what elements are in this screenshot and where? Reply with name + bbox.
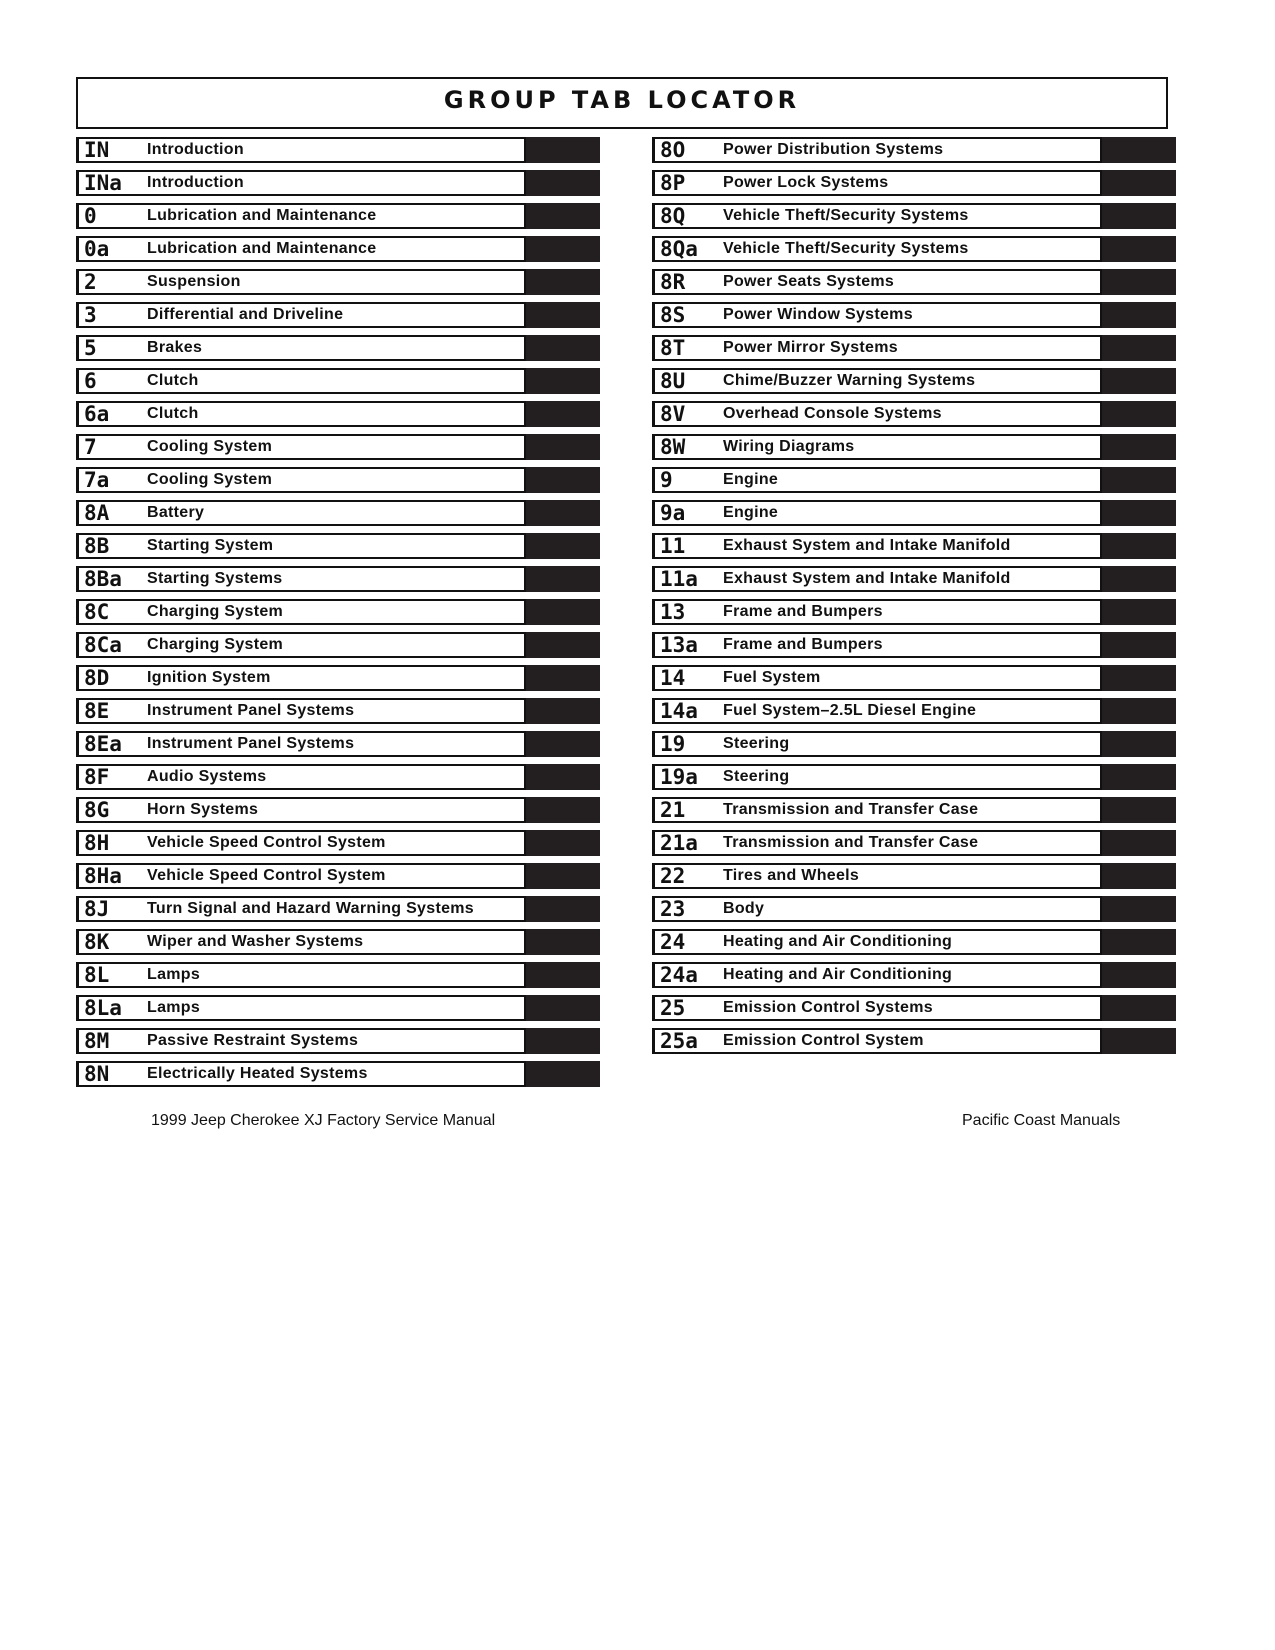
tab-marker[interactable]: [1102, 302, 1176, 328]
tab-row[interactable]: [652, 731, 1176, 757]
tab-label: Wiring Diagrams: [723, 438, 855, 455]
tab-code: 0: [84, 204, 97, 228]
tab-row[interactable]: [652, 698, 1176, 724]
tab-marker[interactable]: [526, 698, 600, 724]
tab-body[interactable]: [652, 368, 1102, 394]
tab-marker[interactable]: [526, 500, 600, 526]
tab-body[interactable]: [652, 995, 1102, 1021]
tab-marker[interactable]: [1102, 962, 1176, 988]
tab-body[interactable]: [76, 731, 526, 757]
tab-body[interactable]: [652, 731, 1102, 757]
tab-label: Brakes: [147, 339, 203, 356]
tab-label: Starting Systems: [147, 570, 283, 587]
tab-code: 8P: [660, 171, 686, 195]
tab-label: Frame and Bumpers: [723, 603, 883, 620]
tab-row[interactable]: [76, 335, 600, 361]
tab-body[interactable]: [652, 632, 1102, 658]
tab-body[interactable]: [652, 962, 1102, 988]
tab-label: Steering: [723, 768, 790, 785]
tab-label: Instrument Panel Systems: [147, 702, 355, 719]
tab-marker[interactable]: [526, 929, 600, 955]
tab-body[interactable]: [652, 797, 1102, 823]
tab-code: 8B: [84, 534, 110, 558]
tab-marker[interactable]: [1102, 1028, 1176, 1054]
tab-marker[interactable]: [526, 632, 600, 658]
tab-row[interactable]: [652, 566, 1176, 592]
tab-marker[interactable]: [1102, 269, 1176, 295]
tab-marker[interactable]: [526, 401, 600, 427]
tab-label: Engine: [723, 471, 779, 488]
tab-marker[interactable]: [526, 236, 600, 262]
tab-code: 8Ea: [84, 732, 122, 756]
tab-code: INa: [84, 171, 122, 195]
tab-marker[interactable]: [526, 962, 600, 988]
tab-body[interactable]: [76, 170, 526, 196]
tab-marker[interactable]: [1102, 863, 1176, 889]
right-tab-column: [652, 137, 1176, 1061]
tab-row[interactable]: [76, 698, 600, 724]
tab-body[interactable]: [76, 1028, 526, 1054]
tab-marker[interactable]: [1102, 599, 1176, 625]
tab-code: 7: [84, 435, 97, 459]
tab-body[interactable]: [652, 665, 1102, 691]
tab-label: Vehicle Speed Control System: [147, 867, 386, 884]
tab-code: 25: [660, 996, 686, 1020]
tab-code: IN: [84, 138, 110, 162]
tab-label: Fuel System–2.5L Diesel Engine: [723, 702, 977, 719]
tab-label: Transmission and Transfer Case: [723, 834, 979, 851]
tab-body[interactable]: [76, 467, 526, 493]
tab-code: 8C: [84, 600, 110, 624]
tab-body[interactable]: [76, 566, 526, 592]
tab-row[interactable]: [652, 269, 1176, 295]
tab-body[interactable]: [76, 962, 526, 988]
tab-code: 13a: [660, 633, 698, 657]
tab-body[interactable]: [76, 1061, 526, 1087]
tab-label: Power Lock Systems: [723, 174, 889, 191]
tab-label: Cooling System: [147, 471, 273, 488]
tab-label: Fuel System: [723, 669, 821, 686]
tab-code: 8La: [84, 996, 122, 1020]
tab-code: 8Ca: [84, 633, 122, 657]
tab-body[interactable]: [652, 1028, 1102, 1054]
tab-body[interactable]: [76, 764, 526, 790]
tab-marker[interactable]: [526, 665, 600, 691]
tab-row[interactable]: [652, 962, 1176, 988]
tab-marker[interactable]: [526, 731, 600, 757]
tab-code: 22: [660, 864, 686, 888]
tab-marker[interactable]: [1102, 929, 1176, 955]
tab-marker[interactable]: [1102, 995, 1176, 1021]
tab-body[interactable]: [76, 665, 526, 691]
tab-body[interactable]: [652, 137, 1102, 163]
tab-code: 8W: [660, 435, 686, 459]
tab-body[interactable]: [76, 599, 526, 625]
tab-row[interactable]: [76, 797, 600, 823]
tab-row[interactable]: [76, 302, 600, 328]
tab-code: 24a: [660, 963, 698, 987]
tab-marker[interactable]: [1102, 170, 1176, 196]
tab-code: 8A: [84, 501, 110, 525]
tab-row[interactable]: [76, 434, 600, 460]
tab-marker[interactable]: [526, 269, 600, 295]
tab-marker[interactable]: [1102, 467, 1176, 493]
tab-row[interactable]: [76, 566, 600, 592]
tab-row[interactable]: [76, 632, 600, 658]
tab-row[interactable]: [76, 863, 600, 889]
tab-body[interactable]: [76, 203, 526, 229]
tab-label: Wiper and Washer Systems: [147, 933, 364, 950]
tab-label: Transmission and Transfer Case: [723, 801, 979, 818]
tab-body[interactable]: [76, 929, 526, 955]
tab-marker[interactable]: [526, 863, 600, 889]
tab-body[interactable]: [76, 896, 526, 922]
tab-row[interactable]: [76, 830, 600, 856]
tab-code: 8Qa: [660, 237, 698, 261]
tab-label: Vehicle Theft/Security Systems: [723, 240, 969, 257]
tab-code: 8O: [660, 138, 686, 162]
tab-label: Clutch: [147, 372, 199, 389]
tab-label: Tires and Wheels: [723, 867, 860, 884]
tab-marker[interactable]: [526, 1061, 600, 1087]
tab-row[interactable]: [76, 995, 600, 1021]
tab-body[interactable]: [652, 467, 1102, 493]
tab-label: Steering: [723, 735, 790, 752]
tab-body[interactable]: [652, 830, 1102, 856]
tab-row[interactable]: [652, 335, 1176, 361]
tab-row[interactable]: [652, 467, 1176, 493]
tab-row[interactable]: [76, 1061, 600, 1087]
tab-body[interactable]: [76, 302, 526, 328]
tab-marker[interactable]: [1102, 137, 1176, 163]
tab-label: Introduction: [147, 174, 244, 191]
tab-row[interactable]: [76, 170, 600, 196]
tab-row[interactable]: [76, 896, 600, 922]
tab-row[interactable]: [652, 929, 1176, 955]
tab-body[interactable]: [652, 500, 1102, 526]
tab-label: Passive Restraint Systems: [147, 1032, 359, 1049]
tab-marker[interactable]: [526, 335, 600, 361]
tab-body[interactable]: [76, 995, 526, 1021]
tab-row[interactable]: [652, 170, 1176, 196]
tab-label: Heating and Air Conditioning: [723, 966, 953, 983]
tab-code: 11: [660, 534, 686, 558]
tab-marker[interactable]: [1102, 500, 1176, 526]
tab-code: 8R: [660, 270, 686, 294]
tab-code: 8E: [84, 699, 110, 723]
tab-body[interactable]: [652, 764, 1102, 790]
tab-code: 23: [660, 897, 686, 921]
tab-row[interactable]: [76, 1028, 600, 1054]
tab-body[interactable]: [652, 566, 1102, 592]
tab-code: 6: [84, 369, 97, 393]
tab-body[interactable]: [652, 335, 1102, 361]
tab-code: 11a: [660, 567, 698, 591]
tab-marker[interactable]: [526, 896, 600, 922]
tab-body[interactable]: [76, 434, 526, 460]
tab-row[interactable]: [76, 401, 600, 427]
tab-row[interactable]: [652, 830, 1176, 856]
tab-body[interactable]: [76, 335, 526, 361]
tab-code: 8Ba: [84, 567, 122, 591]
tab-code: 0a: [84, 237, 110, 261]
tab-code: 9a: [660, 501, 686, 525]
tab-label: Exhaust System and Intake Manifold: [723, 570, 1011, 587]
tab-marker[interactable]: [1102, 896, 1176, 922]
tab-code: 8J: [84, 897, 110, 921]
tab-code: 7a: [84, 468, 110, 492]
tab-body[interactable]: [76, 533, 526, 559]
tab-row[interactable]: [652, 764, 1176, 790]
tab-row[interactable]: [76, 533, 600, 559]
tab-body[interactable]: [652, 269, 1102, 295]
tab-row[interactable]: [76, 731, 600, 757]
tab-label: Lamps: [147, 999, 201, 1016]
tab-label: Audio Systems: [147, 768, 267, 785]
tab-row[interactable]: [76, 500, 600, 526]
tab-label: Overhead Console Systems: [723, 405, 942, 422]
tab-code: 25a: [660, 1029, 698, 1053]
tab-label: Introduction: [147, 141, 244, 158]
tab-label: Emission Control Systems: [723, 999, 933, 1016]
tab-code: 6a: [84, 402, 110, 426]
tab-label: Exhaust System and Intake Manifold: [723, 537, 1011, 554]
tab-code: 5: [84, 336, 97, 360]
tab-label: Chime/Buzzer Warning Systems: [723, 372, 976, 389]
tab-code: 8Ha: [84, 864, 122, 888]
tab-code: 3: [84, 303, 97, 327]
tab-marker[interactable]: [1102, 335, 1176, 361]
tab-code: 21: [660, 798, 686, 822]
tab-label: Charging System: [147, 603, 284, 620]
tab-code: 8L: [84, 963, 110, 987]
tab-code: 9: [660, 468, 673, 492]
tab-marker[interactable]: [1102, 731, 1176, 757]
tab-row[interactable]: [76, 236, 600, 262]
tab-body[interactable]: [76, 137, 526, 163]
tab-code: 8N: [84, 1062, 110, 1086]
tab-label: Ignition System: [147, 669, 271, 686]
page-title: GROUP TAB LOCATOR: [443, 86, 801, 114]
tab-label: Heating and Air Conditioning: [723, 933, 953, 950]
tab-body[interactable]: [652, 599, 1102, 625]
tab-marker[interactable]: [526, 797, 600, 823]
tab-label: Cooling System: [147, 438, 273, 455]
tab-marker[interactable]: [526, 467, 600, 493]
tab-marker[interactable]: [526, 368, 600, 394]
tab-code: 14: [660, 666, 686, 690]
tab-row[interactable]: [652, 533, 1176, 559]
tab-body[interactable]: [652, 236, 1102, 262]
tab-code: 19a: [660, 765, 698, 789]
tab-body[interactable]: [652, 434, 1102, 460]
tab-label: Lamps: [147, 966, 201, 983]
tab-row[interactable]: [76, 467, 600, 493]
tab-marker[interactable]: [526, 830, 600, 856]
tab-marker[interactable]: [526, 170, 600, 196]
tab-label: Charging System: [147, 636, 284, 653]
tab-label: Differential and Driveline: [147, 306, 344, 323]
tab-code: 14a: [660, 699, 698, 723]
tab-code: 8H: [84, 831, 110, 855]
tab-body[interactable]: [652, 863, 1102, 889]
tab-label: Body: [723, 900, 765, 917]
tab-row[interactable]: [652, 665, 1176, 691]
tab-marker[interactable]: [526, 434, 600, 460]
tab-row[interactable]: [76, 929, 600, 955]
tab-row[interactable]: [652, 863, 1176, 889]
tab-label: Suspension: [147, 273, 241, 290]
tab-marker[interactable]: [1102, 533, 1176, 559]
tab-code: 8U: [660, 369, 686, 393]
tab-row[interactable]: [652, 434, 1176, 460]
tab-marker[interactable]: [1102, 368, 1176, 394]
tab-body[interactable]: [76, 368, 526, 394]
tab-marker[interactable]: [526, 533, 600, 559]
tab-marker[interactable]: [526, 599, 600, 625]
tab-marker[interactable]: [526, 764, 600, 790]
tab-row[interactable]: [76, 962, 600, 988]
tab-body[interactable]: [76, 797, 526, 823]
tab-row[interactable]: [652, 632, 1176, 658]
tab-marker[interactable]: [526, 566, 600, 592]
tab-code: 8V: [660, 402, 686, 426]
tab-row[interactable]: [76, 203, 600, 229]
tab-row[interactable]: [76, 599, 600, 625]
tab-label: Vehicle Speed Control System: [147, 834, 386, 851]
footer-manual-title: 1999 Jeep Cherokee XJ Factory Service Manual: [151, 1112, 496, 1129]
tab-label: Power Distribution Systems: [723, 141, 944, 158]
tab-code: 8D: [84, 666, 110, 690]
tab-label: Frame and Bumpers: [723, 636, 883, 653]
tab-row[interactable]: [652, 302, 1176, 328]
tab-code: 8Q: [660, 204, 686, 228]
tab-code: 21a: [660, 831, 698, 855]
tab-label: Starting System: [147, 537, 274, 554]
tab-body[interactable]: [76, 863, 526, 889]
tab-code: 8F: [84, 765, 110, 789]
tab-label: Power Mirror Systems: [723, 339, 898, 356]
tab-body[interactable]: [652, 170, 1102, 196]
tab-label: Power Seats Systems: [723, 273, 895, 290]
tab-code: 19: [660, 732, 686, 756]
tab-label: Lubrication and Maintenance: [147, 207, 377, 224]
tab-label: Clutch: [147, 405, 199, 422]
tab-label: Turn Signal and Hazard Warning Systems: [147, 900, 475, 917]
tab-body[interactable]: [652, 401, 1102, 427]
tab-body[interactable]: [652, 203, 1102, 229]
tab-code: 2: [84, 270, 97, 294]
tab-label: Vehicle Theft/Security Systems: [723, 207, 969, 224]
tab-row[interactable]: [652, 236, 1176, 262]
tab-row[interactable]: [76, 137, 600, 163]
tab-label: Lubrication and Maintenance: [147, 240, 377, 257]
tab-body[interactable]: [76, 269, 526, 295]
tab-label: Power Window Systems: [723, 306, 913, 323]
tab-marker[interactable]: [1102, 797, 1176, 823]
tab-row[interactable]: [652, 401, 1176, 427]
tab-marker[interactable]: [1102, 665, 1176, 691]
tab-code: 8G: [84, 798, 110, 822]
tab-marker[interactable]: [526, 203, 600, 229]
tab-row[interactable]: [652, 896, 1176, 922]
tab-row[interactable]: [652, 1028, 1176, 1054]
tab-code: 8K: [84, 930, 110, 954]
tab-row[interactable]: [76, 269, 600, 295]
tab-body[interactable]: [76, 698, 526, 724]
tab-marker[interactable]: [1102, 401, 1176, 427]
tab-code: 13: [660, 600, 686, 624]
tab-row[interactable]: [652, 995, 1176, 1021]
tab-marker[interactable]: [526, 1028, 600, 1054]
tab-marker[interactable]: [1102, 698, 1176, 724]
tab-code: 8T: [660, 336, 686, 360]
tab-marker[interactable]: [526, 995, 600, 1021]
tab-marker[interactable]: [1102, 632, 1176, 658]
tab-marker[interactable]: [1102, 203, 1176, 229]
tab-marker[interactable]: [526, 302, 600, 328]
tab-body[interactable]: [652, 896, 1102, 922]
tab-label: Horn Systems: [147, 801, 259, 818]
tab-marker[interactable]: [1102, 830, 1176, 856]
tab-body[interactable]: [652, 302, 1102, 328]
tab-row[interactable]: [76, 665, 600, 691]
tab-code: 8M: [84, 1029, 110, 1053]
tab-body[interactable]: [76, 236, 526, 262]
tab-body[interactable]: [652, 929, 1102, 955]
tab-body[interactable]: [76, 401, 526, 427]
tab-marker[interactable]: [1102, 434, 1176, 460]
tab-code: 8S: [660, 303, 686, 327]
tab-marker[interactable]: [526, 137, 600, 163]
tab-code: 24: [660, 930, 686, 954]
tab-row[interactable]: [652, 797, 1176, 823]
tab-row[interactable]: [652, 203, 1176, 229]
tab-label: Battery: [147, 504, 205, 521]
tab-marker[interactable]: [1102, 566, 1176, 592]
tab-label: Electrically Heated Systems: [147, 1065, 368, 1082]
tab-body[interactable]: [76, 632, 526, 658]
footer-publisher: Pacific Coast Manuals: [962, 1112, 1121, 1129]
tab-row[interactable]: [652, 599, 1176, 625]
tab-row[interactable]: [652, 368, 1176, 394]
tab-row[interactable]: [652, 137, 1176, 163]
tab-body[interactable]: [76, 500, 526, 526]
tab-row[interactable]: [652, 500, 1176, 526]
tab-row[interactable]: [76, 368, 600, 394]
tab-marker[interactable]: [1102, 764, 1176, 790]
tab-body[interactable]: [652, 698, 1102, 724]
tab-row[interactable]: [76, 764, 600, 790]
tab-body[interactable]: [652, 533, 1102, 559]
tab-label: Instrument Panel Systems: [147, 735, 355, 752]
tab-marker[interactable]: [1102, 236, 1176, 262]
left-tab-column: [76, 137, 600, 1094]
tab-body[interactable]: [76, 830, 526, 856]
tab-label: Engine: [723, 504, 779, 521]
tab-label: Emission Control System: [723, 1032, 924, 1049]
title-box: [76, 77, 1168, 129]
